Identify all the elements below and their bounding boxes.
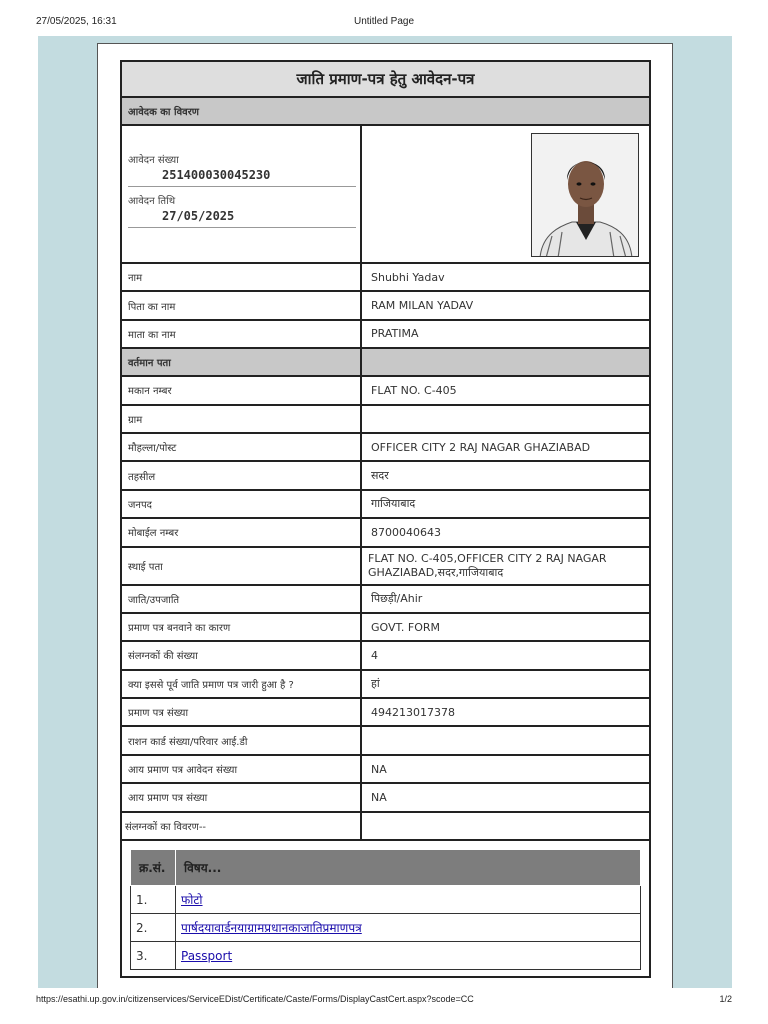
col-serial-number: क्र.सं. xyxy=(131,850,176,886)
photo-cell xyxy=(361,125,650,263)
print-timestamp: 27/05/2025, 16:31 xyxy=(36,16,117,27)
application-form-table xyxy=(120,60,651,978)
father-name-label: पिता का नाम xyxy=(121,291,361,319)
attachments-table xyxy=(130,849,641,970)
attachment-serial: 1. xyxy=(131,886,176,914)
section-current-address-blank xyxy=(361,348,650,376)
table-row xyxy=(131,914,641,942)
table-row xyxy=(131,886,641,914)
section-current-address: वर्तमान पता xyxy=(121,348,361,376)
attachment-item xyxy=(176,942,641,970)
application-number-value: 251400030045230 xyxy=(128,168,356,187)
permanent-address-value xyxy=(361,547,650,585)
print-header xyxy=(0,16,768,32)
attachment-item xyxy=(176,886,641,914)
house-number-value: FLAT NO. C-405 xyxy=(361,376,650,404)
attachment-count-value: 4 xyxy=(361,641,650,669)
village-label: ग्राम xyxy=(121,405,361,433)
table-row xyxy=(131,942,641,970)
print-url: https://esathi.up.gov.in/citizenservices/ServiceEDist/Certificate/Caste/Forms/DisplayCastCert.aspx?scode=CC xyxy=(36,994,474,1004)
attachments-details-blank xyxy=(361,812,650,840)
district-value: गाजियाबाद xyxy=(361,490,650,518)
attachment-serial: 3. xyxy=(131,942,176,970)
locality-post-value: OFFICER CITY 2 RAJ NAGAR GHAZIABAD xyxy=(361,433,650,461)
name-label: नाम xyxy=(121,263,361,291)
tehsil-label: तहसील xyxy=(121,461,361,489)
mobile-number-label: मोबाईल नम्बर xyxy=(121,518,361,546)
col-subject: विषय... xyxy=(176,850,641,886)
application-info-cell xyxy=(121,125,361,263)
income-application-number-label: आय प्रमाण पत्र आवेदन संख्या xyxy=(121,755,361,783)
attachment-item xyxy=(176,914,641,942)
attachment-link-passport[interactable]: Passport xyxy=(181,948,233,963)
permanent-address-label: स्थाई पता xyxy=(121,547,361,585)
attachments-cell xyxy=(121,840,650,977)
print-page-number: 1/2 xyxy=(719,994,732,1004)
applicant-photo xyxy=(531,133,639,257)
attachment-count-label: संलग्नकों की संख्या xyxy=(121,641,361,669)
locality-post-label: मौहल्ला/पोस्ट xyxy=(121,433,361,461)
village-value xyxy=(361,405,650,433)
previously-issued-label: क्या इससे पूर्व जाति प्रमाण पत्र जारी हुआ है ? xyxy=(121,670,361,698)
mother-name-value: PRATIMA xyxy=(361,320,650,348)
attachment-serial: 2. xyxy=(131,914,176,942)
house-number-label: मकान नम्बर xyxy=(121,376,361,404)
attachment-link-photo[interactable]: फोटो xyxy=(181,893,203,908)
certificate-number-label: प्रमाण पत्र संख्या xyxy=(121,698,361,726)
income-certificate-number-value: NA xyxy=(361,783,650,811)
section-applicant-details: आवेदक का विवरण xyxy=(121,97,650,125)
application-date-label: आवेदन तिथि xyxy=(128,196,176,207)
previously-issued-value: हां xyxy=(361,670,650,698)
income-application-number-value: NA xyxy=(361,755,650,783)
page-background xyxy=(38,36,732,988)
caste-subcaste-label: जाति/उपजाति xyxy=(121,585,361,613)
caste-subcaste-value: पिछड़ी/Ahir xyxy=(361,585,650,613)
permanent-address-line2: GHAZIABAD,सदर,गाजियाबाद xyxy=(368,565,504,579)
application-date-value: 27/05/2025 xyxy=(128,209,356,228)
permanent-address-line1: FLAT NO. C-405,OFFICER CITY 2 RAJ NAGAR xyxy=(368,551,607,565)
application-number-label: आवेदन संख्या xyxy=(128,155,179,166)
name-value: Shubhi Yadav xyxy=(361,263,650,291)
form-title: जाति प्रमाण-पत्र हेतु आवेदन-पत्र xyxy=(121,61,650,97)
certificate-reason-label: प्रमाण पत्र बनवाने का कारण xyxy=(121,613,361,641)
ration-card-value xyxy=(361,726,650,754)
attachments-details-label: संलग्नकों का विवरण-- xyxy=(121,812,361,840)
attachment-link-caste-certificate[interactable]: पार्षदयावार्डनयाग्रामप्रधानकाजातिप्रमाणपत्र xyxy=(181,921,362,936)
mobile-number-value: 8700040643 xyxy=(361,518,650,546)
tehsil-value: सदर xyxy=(361,461,650,489)
mother-name-label: माता का नाम xyxy=(121,320,361,348)
ration-card-label: राशन कार्ड संख्या/परिवार आई.डी xyxy=(121,726,361,754)
print-page-title: Untitled Page xyxy=(353,16,415,27)
father-name-value: RAM MILAN YADAV xyxy=(361,291,650,319)
certificate-reason-value: GOVT. FORM xyxy=(361,613,650,641)
income-certificate-number-label: आय प्रमाण पत्र संख्या xyxy=(121,783,361,811)
district-label: जनपद xyxy=(121,490,361,518)
form-sheet xyxy=(97,43,673,988)
certificate-number-value: 494213017378 xyxy=(361,698,650,726)
